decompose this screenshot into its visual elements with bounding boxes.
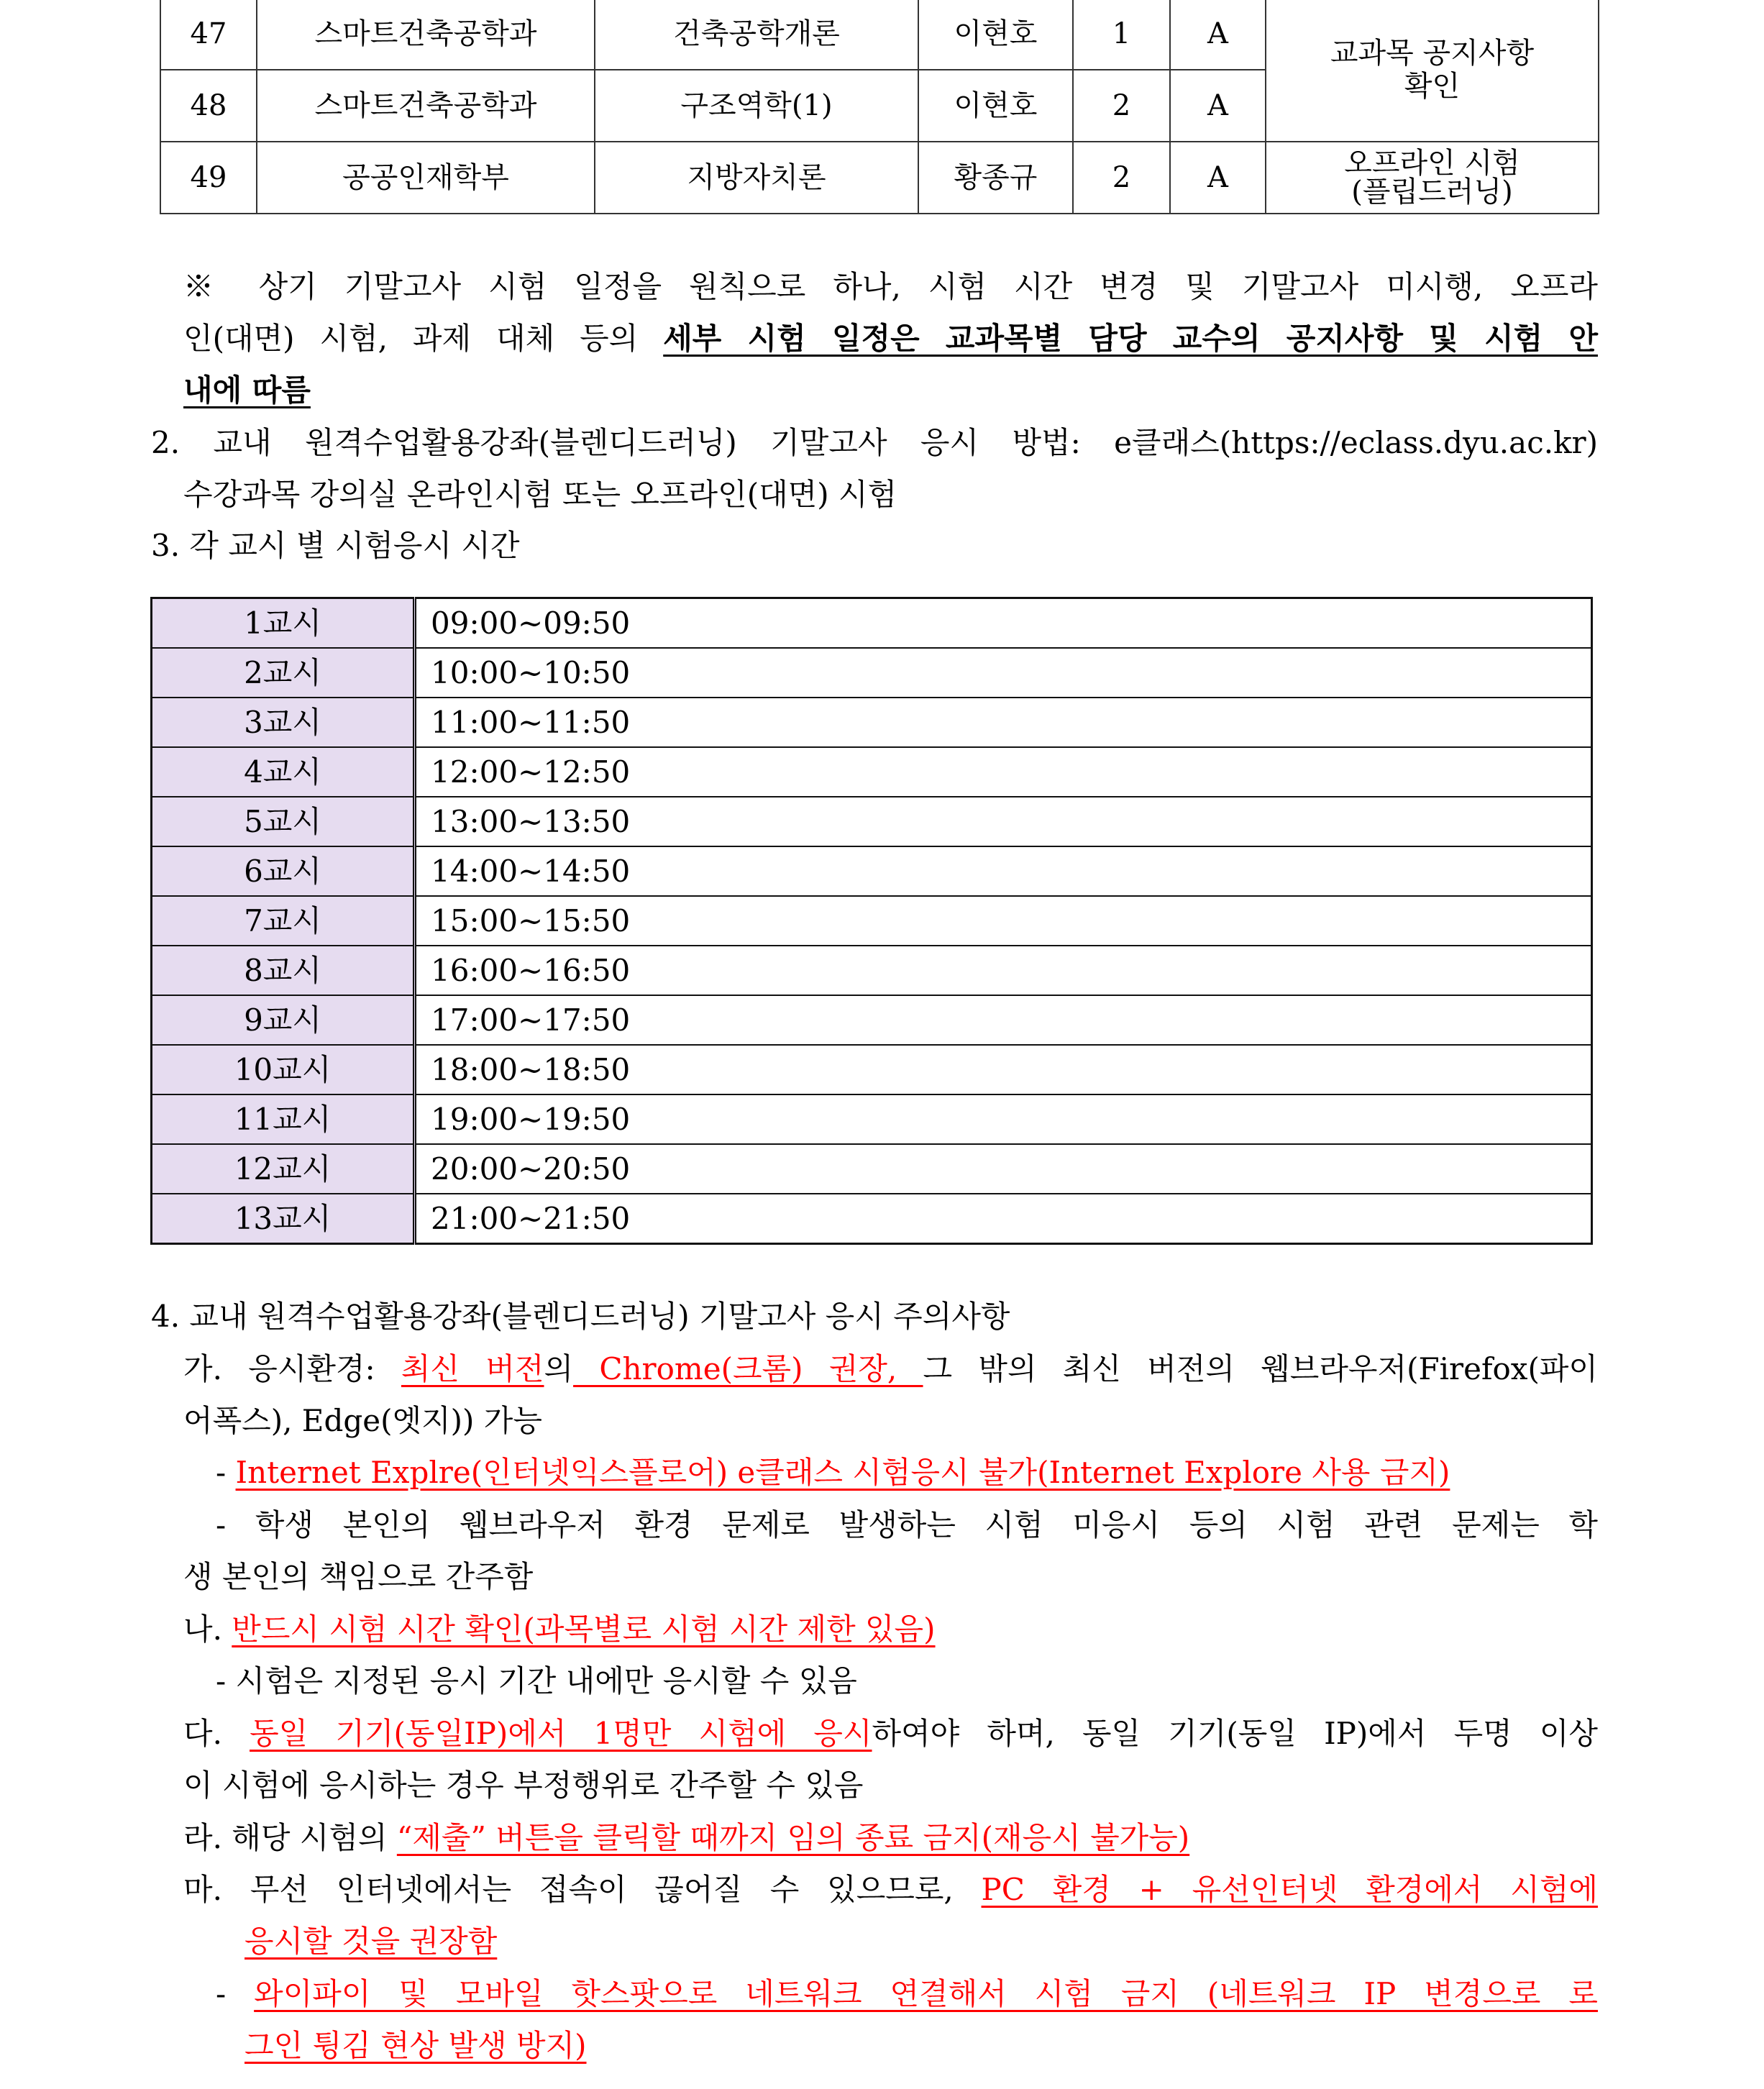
- period-time: 16:00~16:50: [415, 946, 1592, 995]
- period-label: 11교시: [152, 1094, 415, 1144]
- period-label: 9교시: [152, 995, 415, 1045]
- exam-note: [1266, 142, 1599, 214]
- period-label: 4교시: [152, 747, 415, 797]
- notice-text: 인(대면) 시험, 과제 대체 등의: [183, 321, 664, 356]
- table-row: [152, 1045, 1592, 1094]
- exam-note-line: 오프라인 시험: [1344, 147, 1520, 180]
- period-time: 09:00~09:50: [415, 598, 1592, 649]
- period-label: 3교시: [152, 698, 415, 747]
- professor: 황종규: [918, 142, 1073, 214]
- period-label: 7교시: [152, 896, 415, 946]
- period-label: 12교시: [152, 1144, 415, 1194]
- notice-line: ※ 상기 기말고사 시험 일정을 원칙으로 하나, 시험 시간 변경 및 기말고사 미시행, 오프라: [183, 269, 1598, 304]
- item-ma-sub: [216, 1968, 1598, 2020]
- period-time: 15:00~15:50: [415, 896, 1592, 946]
- row-number: 47: [160, 0, 257, 70]
- period-table: [150, 597, 1593, 1245]
- one-per-device-text: 동일 기기(동일IP)에서 1명만 시험에 응시: [250, 1716, 872, 1751]
- period-label: 13교시: [152, 1194, 415, 1244]
- item-ga-mid: 의: [544, 1351, 574, 1386]
- section2-line: 수강과목 강의실 온라인시험 또는 오프라인(대면) 시험: [183, 477, 897, 512]
- item-ma-prefix: 마. 무선 인터넷에서는 접속이 끊어질 수 있으므로,: [183, 1872, 982, 1907]
- period-time: 12:00~12:50: [415, 747, 1592, 797]
- professor: 이현호: [918, 0, 1073, 70]
- course-name: 구조역학(1): [595, 70, 918, 142]
- department: 스마트건축공학과: [257, 70, 595, 142]
- period-time: 21:00~21:50: [415, 1194, 1592, 1244]
- notice-emphasis: 세부 시험 일정은 교과목별 담당 교수의 공지사항 및 시험 안: [663, 321, 1599, 356]
- item-ga-sub2-cont: 생 본인의 책임으로 간주함: [183, 1559, 534, 1594]
- table-row: [152, 1194, 1592, 1244]
- section4-title: 4. 교내 원격수업활용강좌(블렌디드러닝) 기말고사 응시 주의사항: [151, 1299, 1010, 1334]
- table-row: [152, 648, 1592, 698]
- table-row: [152, 846, 1592, 896]
- period-time: 10:00~10:50: [415, 648, 1592, 698]
- item-ma-cont: [245, 1916, 1598, 1967]
- table-row: [152, 598, 1592, 649]
- latest-version-text: 최신 버전: [401, 1351, 544, 1386]
- class-section: A: [1170, 142, 1266, 214]
- item-ra-prefix: 라. 해당 시험의: [183, 1820, 397, 1855]
- item-ga-prefix: 가. 응시환경:: [183, 1351, 401, 1386]
- section2-line: 2. 교내 원격수업활용강좌(블렌디드러닝) 기말고사 응시 방법: e클래스(https://eclass.dyu.ac.kr): [151, 425, 1598, 460]
- check-time-text: 반드시 시험 시간 확인(과목별로 시험 시간 제한 있음): [232, 1612, 936, 1647]
- table-row: [152, 1094, 1592, 1144]
- wifi-prohibited-text: 와이파이 및 모바일 핫스팟으로 네트워크 연결해서 시험 금지 (네트워크 IP 변경으로 로: [254, 1976, 1598, 2011]
- item-ga-line2: 어폭스), Edge(엣지)) 가능: [183, 1403, 542, 1438]
- ie-prohibited-text: Internet Explre(인터넷익스플로어) e클래스 시험응시 불가(Internet Explore 사용 금지): [235, 1455, 1450, 1490]
- period-time: 20:00~20:50: [415, 1144, 1592, 1194]
- class-section: A: [1170, 70, 1266, 142]
- course-name: 건축공학개론: [595, 0, 918, 70]
- period-label: 2교시: [152, 648, 415, 698]
- item-ga-sub2: - 학생 본인의 웹브라우저 환경 문제로 발생하는 시험 미응시 등의 시험 관련 문제는 학: [216, 1507, 1598, 1542]
- period-label: 10교시: [152, 1045, 415, 1094]
- credit: 2: [1073, 70, 1170, 142]
- dash: -: [216, 1976, 255, 2011]
- period-label: 6교시: [152, 846, 415, 896]
- course-table: [160, 0, 1599, 214]
- item-na-prefix: 나.: [183, 1612, 232, 1647]
- wired-recommend-cont: 응시할 것을 권장함: [245, 1924, 498, 1959]
- no-early-exit-text: “제출” 버튼을 클릭할 때까지 임의 종료 금지(재응시 불가능): [396, 1820, 1190, 1855]
- period-label: 5교시: [152, 797, 415, 846]
- wired-recommend-text: PC 환경 + 유선인터넷 환경에서 시험에: [981, 1872, 1598, 1907]
- professor: 이현호: [918, 70, 1073, 142]
- notice-line: [183, 365, 1598, 416]
- table-row: [160, 142, 1599, 214]
- item-ra: [183, 1812, 1598, 1864]
- item-na-sub: - 시험은 지정된 응시 기간 내에만 응시할 수 있음: [216, 1663, 857, 1699]
- department: 스마트건축공학과: [257, 0, 595, 70]
- item-da-rest: 하여야 하며, 동일 기기(동일 IP)에서 두명 이상: [872, 1716, 1598, 1751]
- exam-note: [1266, 0, 1599, 142]
- section3-title: 3. 각 교시 별 시험응시 시간: [151, 528, 520, 563]
- item-na: [183, 1604, 1598, 1655]
- exam-note-line: 확인: [1404, 70, 1461, 103]
- exam-note-line: (플립드러닝): [1351, 175, 1513, 209]
- item-ga-sub1: [216, 1447, 1598, 1499]
- table-row: [152, 747, 1592, 797]
- credit: 1: [1073, 0, 1170, 70]
- notice-emphasis: 내에 따름: [183, 372, 311, 408]
- item-ma: [183, 1864, 1598, 1916]
- exam-note-line: 교과목 공지사항: [1330, 37, 1535, 70]
- row-number: 48: [160, 70, 257, 142]
- period-time: 19:00~19:50: [415, 1094, 1592, 1144]
- course-name: 지방자치론: [595, 142, 918, 214]
- item-da-prefix: 다.: [183, 1716, 250, 1751]
- dash: -: [216, 1455, 236, 1490]
- period-label: 8교시: [152, 946, 415, 995]
- table-row: [152, 896, 1592, 946]
- chrome-recommended-text: Chrome(크롬) 권장,: [573, 1351, 923, 1386]
- table-row: [152, 946, 1592, 995]
- wifi-prohibited-cont: 그인 튕김 현상 발생 방지): [245, 2028, 587, 2063]
- period-time: 14:00~14:50: [415, 846, 1592, 896]
- period-time: 11:00~11:50: [415, 698, 1592, 747]
- table-row: [152, 995, 1592, 1045]
- class-section: A: [1170, 0, 1266, 70]
- item-ma-sub-cont: [245, 2020, 1598, 2072]
- item-da-line2: 이 시험에 응시하는 경우 부정행위로 간주할 수 있음: [183, 1768, 864, 1803]
- table-row: [160, 0, 1599, 70]
- period-time: 13:00~13:50: [415, 797, 1592, 846]
- credit: 2: [1073, 142, 1170, 214]
- period-time: 18:00~18:50: [415, 1045, 1592, 1094]
- table-row: [152, 797, 1592, 846]
- department: 공공인재학부: [257, 142, 595, 214]
- period-time: 17:00~17:50: [415, 995, 1592, 1045]
- period-label: 1교시: [152, 598, 415, 649]
- item-ga: [183, 1343, 1598, 1395]
- row-number: 49: [160, 142, 257, 214]
- item-ga-rest: 그 밖의 최신 버전의 웹브라우저(Firefox(파이: [923, 1351, 1599, 1386]
- item-da: [183, 1708, 1598, 1760]
- table-row: [152, 1144, 1592, 1194]
- notice-line: [183, 313, 1598, 365]
- table-row: [152, 698, 1592, 747]
